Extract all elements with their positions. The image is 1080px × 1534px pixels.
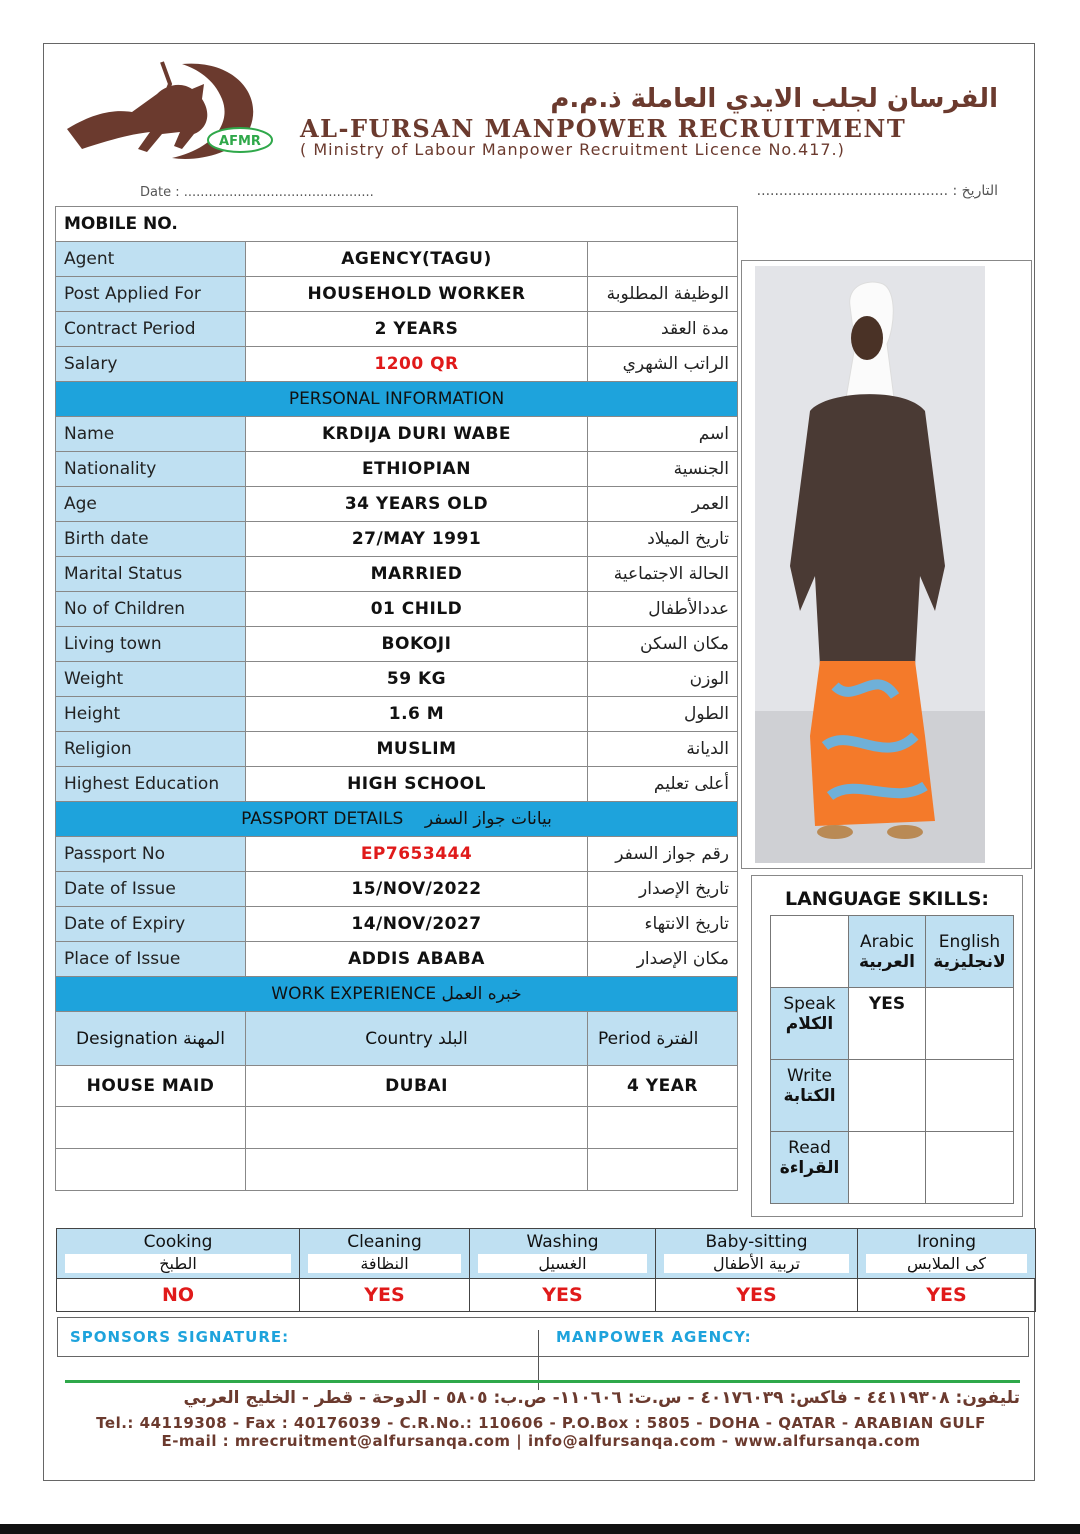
field-label-arabic: أعلى تعليم bbox=[588, 767, 738, 802]
field-label: Passport No bbox=[56, 837, 246, 872]
work-column-header: Period الفترة bbox=[588, 1012, 738, 1066]
section-title-english: PASSPORT DETAILS bbox=[241, 809, 404, 829]
work-row bbox=[56, 1066, 738, 1107]
skill-name-arabic: كى الملابس bbox=[866, 1254, 1027, 1273]
section-title-english: WORK EXPERIENCE bbox=[271, 984, 437, 1004]
work-period: 4 YEAR bbox=[588, 1066, 738, 1107]
field-label-arabic: الحالة الاجتماعية bbox=[588, 557, 738, 592]
personal-row bbox=[56, 662, 738, 697]
passport-row bbox=[56, 872, 738, 907]
language-level-arabic bbox=[849, 1132, 926, 1204]
field-value: 1.6 M bbox=[246, 697, 588, 732]
skill-name-arabic: النظافة bbox=[308, 1254, 461, 1273]
personal-row bbox=[56, 627, 738, 662]
mobile-label: MOBILE NO. bbox=[56, 207, 738, 242]
skill-header bbox=[57, 1229, 300, 1279]
field-label-arabic: الراتب الشهري bbox=[588, 347, 738, 382]
field-value: KRDIJA DURI WABE bbox=[246, 417, 588, 452]
skill-label-english: Speak bbox=[783, 994, 836, 1014]
language-level-arabic bbox=[849, 1060, 926, 1132]
empty-cell bbox=[246, 1107, 588, 1149]
personal-row bbox=[56, 592, 738, 627]
salary-row bbox=[56, 347, 738, 382]
field-label-arabic: مدة العقد bbox=[588, 312, 738, 347]
skill-label-arabic: الكلام bbox=[785, 1014, 834, 1034]
skill-label-arabic: الكتابة bbox=[783, 1086, 836, 1106]
work-designation: HOUSE MAID bbox=[56, 1066, 246, 1107]
passport-number-value: EP7653444 bbox=[246, 837, 588, 872]
field-label: Contract Period bbox=[56, 312, 246, 347]
personal-row bbox=[56, 697, 738, 732]
footer-email: E-mail : mrecruitment@alfursanqa.com | info@alfursanqa.com - www.alfursanqa.com bbox=[161, 1432, 921, 1450]
skill-header bbox=[470, 1229, 656, 1279]
skill-name-arabic: تربية الأطفال bbox=[664, 1254, 849, 1273]
field-label-arabic: تاريخ الإصدار bbox=[588, 872, 738, 907]
language-row bbox=[771, 988, 1014, 1060]
skill-name: Cleaning bbox=[347, 1232, 422, 1252]
skill-header bbox=[858, 1229, 1036, 1279]
passport-section-header bbox=[56, 802, 738, 837]
field-label: Birth date bbox=[56, 522, 246, 557]
empty-cell bbox=[588, 1149, 738, 1191]
field-value: 01 CHILD bbox=[246, 592, 588, 627]
language-name: Arabic bbox=[860, 931, 914, 952]
salary-value: 1200 QR bbox=[246, 347, 588, 382]
date-label-english: Date : .............................................. bbox=[140, 185, 374, 200]
section-title bbox=[56, 802, 738, 837]
language-row bbox=[771, 1132, 1014, 1204]
work-section-header bbox=[56, 977, 738, 1012]
skills-value-row bbox=[57, 1279, 1036, 1312]
field-label-arabic: مكان الإصدار bbox=[588, 942, 738, 977]
passport-row bbox=[56, 837, 738, 872]
field-label-arabic: اسم bbox=[588, 417, 738, 452]
skill-label-arabic: القراءة bbox=[779, 1158, 840, 1178]
personal-section-header bbox=[56, 382, 738, 417]
personal-row bbox=[56, 732, 738, 767]
language-header-row bbox=[771, 916, 1014, 988]
field-label: Age bbox=[56, 487, 246, 522]
applicant-photo bbox=[755, 266, 985, 863]
language-skill-label bbox=[771, 1132, 849, 1204]
contract-row bbox=[56, 312, 738, 347]
language-column-header bbox=[926, 916, 1014, 988]
skill-value: YES bbox=[656, 1279, 858, 1312]
personal-row bbox=[56, 452, 738, 487]
field-value: HOUSEHOLD WORKER bbox=[246, 277, 588, 312]
field-label: Post Applied For bbox=[56, 277, 246, 312]
company-name-english: AL-FURSAN MANPOWER RECRUITMENT bbox=[300, 114, 907, 143]
language-skill-label bbox=[771, 1060, 849, 1132]
skill-name-arabic: الطبخ bbox=[65, 1254, 291, 1273]
field-label: Height bbox=[56, 697, 246, 732]
empty-cell bbox=[246, 1149, 588, 1191]
field-label: Weight bbox=[56, 662, 246, 697]
field-value: 27/MAY 1991 bbox=[246, 522, 588, 557]
passport-row bbox=[56, 907, 738, 942]
field-label: Date of Issue bbox=[56, 872, 246, 907]
field-value: MUSLIM bbox=[246, 732, 588, 767]
skills-table bbox=[56, 1228, 1036, 1312]
personal-row bbox=[56, 417, 738, 452]
post-row bbox=[56, 277, 738, 312]
field-value: ETHIOPIAN bbox=[246, 452, 588, 487]
field-value: HIGH SCHOOL bbox=[246, 767, 588, 802]
language-name: English bbox=[938, 931, 1001, 952]
company-name-arabic: الفرسان لجلب الايدي العاملة ذ.م.م bbox=[550, 84, 998, 114]
field-label-arabic: الوظيفة المطلوبة bbox=[588, 277, 738, 312]
mobile-row bbox=[56, 207, 738, 242]
empty-cell bbox=[56, 1107, 246, 1149]
language-skills-table bbox=[770, 915, 1014, 1204]
section-title bbox=[56, 977, 738, 1012]
language-row bbox=[771, 1060, 1014, 1132]
language-name-arabic: العربية bbox=[858, 951, 915, 972]
skill-name-arabic: الغسيل bbox=[478, 1254, 647, 1273]
skills-header-row bbox=[57, 1229, 1036, 1279]
field-value: AGENCY(TAGU) bbox=[246, 242, 588, 277]
field-label: No of Children bbox=[56, 592, 246, 627]
work-header-row bbox=[56, 1012, 738, 1066]
field-label: Living town bbox=[56, 627, 246, 662]
work-row-empty bbox=[56, 1107, 738, 1149]
empty-cell bbox=[588, 1107, 738, 1149]
personal-row bbox=[56, 557, 738, 592]
language-level-english bbox=[926, 988, 1014, 1060]
field-value: 59 KG bbox=[246, 662, 588, 697]
skill-value: YES bbox=[300, 1279, 470, 1312]
work-country: DUBAI bbox=[246, 1066, 588, 1107]
skill-name: Cooking bbox=[143, 1232, 213, 1252]
svg-text:AFMR: AFMR bbox=[219, 134, 261, 149]
field-label-arabic: الوزن bbox=[588, 662, 738, 697]
empty-cell bbox=[56, 1149, 246, 1191]
sponsor-signature-label: SPONSORS SIGNATURE: bbox=[70, 1328, 290, 1346]
footer-contact-arabic: تليفون: ٤٤١١٩٣٠٨ - فاكس: ٤٠١٧٦٠٣٩ - س.ت: ١١٠٦٠٦- ص.ب: ٥٨٠٥ - الدوحة - قطر - الخليج العربي bbox=[183, 1388, 1020, 1408]
field-label: Place of Issue bbox=[56, 942, 246, 977]
field-label: Salary bbox=[56, 347, 246, 382]
skill-value: NO bbox=[57, 1279, 300, 1312]
field-label-arabic: العمر bbox=[588, 487, 738, 522]
field-value: ADDIS ABABA bbox=[246, 942, 588, 977]
agent-row bbox=[56, 242, 738, 277]
field-label: Religion bbox=[56, 732, 246, 767]
work-column-header: Designation المهنة bbox=[56, 1012, 246, 1066]
skill-header bbox=[300, 1229, 470, 1279]
work-row-empty bbox=[56, 1149, 738, 1191]
field-label: Nationality bbox=[56, 452, 246, 487]
field-label: Name bbox=[56, 417, 246, 452]
section-title-arabic: خبره العمل bbox=[441, 984, 522, 1004]
skill-label-english: Write bbox=[787, 1066, 832, 1086]
personal-row bbox=[56, 487, 738, 522]
date-label-arabic: التاريخ : ........................................... bbox=[756, 183, 998, 199]
licence-text: ( Ministry of Labour Manpower Recruitment Licence No.417.) bbox=[300, 140, 845, 159]
skill-name: Washing bbox=[526, 1232, 599, 1252]
field-label-arabic: عددالأطفال bbox=[588, 592, 738, 627]
personal-row bbox=[56, 522, 738, 557]
language-level-arabic: YES bbox=[849, 988, 926, 1060]
section-title-arabic: بيانات جواز السفر bbox=[424, 809, 552, 829]
field-label-arabic bbox=[588, 242, 738, 277]
skill-header bbox=[656, 1229, 858, 1279]
language-skills-title: LANGUAGE SKILLS: bbox=[784, 888, 990, 910]
field-label-arabic: الجنسية bbox=[588, 452, 738, 487]
field-label: Marital Status bbox=[56, 557, 246, 592]
footer-contact-english: Tel.: 44119308 - Fax : 40176039 - C.R.No.: 110606 - P.O.Box : 5805 - DOHA - QATAR - ARABIAN GULF bbox=[96, 1414, 986, 1432]
field-label: Highest Education bbox=[56, 767, 246, 802]
empty-cell bbox=[771, 916, 849, 988]
field-label: Agent bbox=[56, 242, 246, 277]
skill-value: YES bbox=[858, 1279, 1036, 1312]
field-label-arabic: الديانة bbox=[588, 732, 738, 767]
field-label-arabic: تاريخ الانتهاء bbox=[588, 907, 738, 942]
field-label-arabic: الطول bbox=[588, 697, 738, 732]
passport-row bbox=[56, 942, 738, 977]
field-label-arabic: رقم جواز السفر bbox=[588, 837, 738, 872]
footer-divider bbox=[65, 1380, 1020, 1383]
applicant-details-table bbox=[55, 206, 738, 1191]
skill-name: Ironing bbox=[916, 1232, 977, 1252]
bottom-bar bbox=[0, 1524, 1080, 1534]
field-label-arabic: مكان السكن bbox=[588, 627, 738, 662]
field-value: MARRIED bbox=[246, 557, 588, 592]
field-value: 2 YEARS bbox=[246, 312, 588, 347]
work-column-header: Country البلد bbox=[246, 1012, 588, 1066]
language-level-english bbox=[926, 1132, 1014, 1204]
field-value: 14/NOV/2027 bbox=[246, 907, 588, 942]
field-value: 15/NOV/2022 bbox=[246, 872, 588, 907]
field-value: 34 YEARS OLD bbox=[246, 487, 588, 522]
skill-name: Baby-sitting bbox=[705, 1232, 808, 1252]
personal-row bbox=[56, 767, 738, 802]
skill-value: YES bbox=[470, 1279, 656, 1312]
skill-label-english: Read bbox=[788, 1138, 831, 1158]
field-value: BOKOJI bbox=[246, 627, 588, 662]
language-column-header bbox=[849, 916, 926, 988]
language-name-arabic: لانجليزية bbox=[933, 951, 1006, 972]
agency-signature-label: MANPOWER AGENCY: bbox=[556, 1328, 752, 1346]
field-label: Date of Expiry bbox=[56, 907, 246, 942]
language-level-english bbox=[926, 1060, 1014, 1132]
field-label-arabic: تاريخ الميلاد bbox=[588, 522, 738, 557]
language-skill-label bbox=[771, 988, 849, 1060]
company-logo bbox=[62, 54, 292, 164]
section-title: PERSONAL INFORMATION bbox=[56, 382, 738, 417]
